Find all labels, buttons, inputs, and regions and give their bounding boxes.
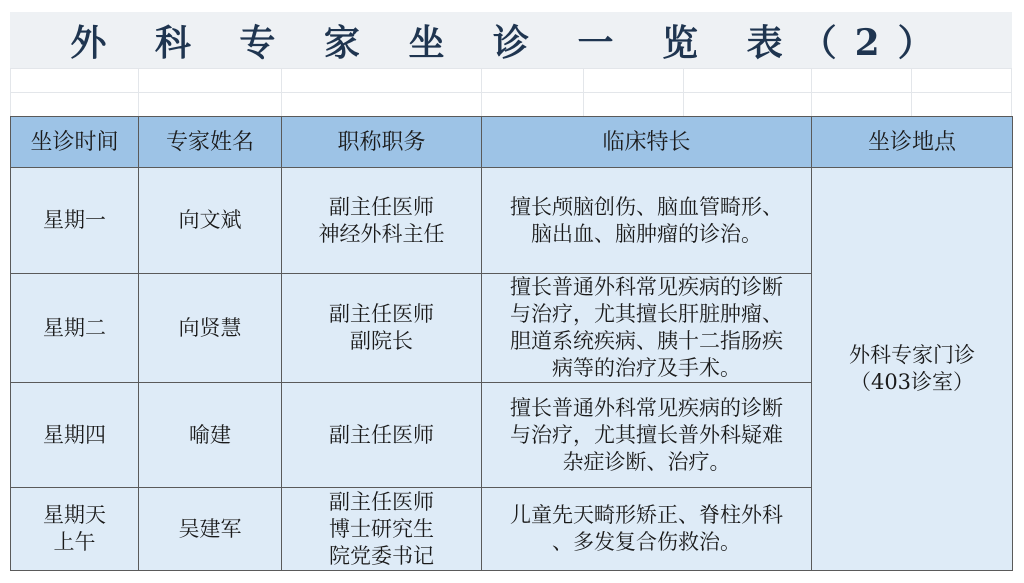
- sheet-gridline: [281, 68, 282, 116]
- cell-name: 吴建军: [139, 488, 282, 571]
- title-band: [10, 12, 1012, 68]
- table-row: [11, 168, 1013, 274]
- header-row: [11, 117, 1013, 168]
- sheet-gridline: [138, 68, 139, 116]
- schedule-table: [10, 116, 1013, 571]
- cell-specialty: 儿童先天畸形矫正、脊柱外科 、多发复合伤救治。: [482, 488, 812, 571]
- cell-name: 向文斌: [139, 168, 282, 274]
- cell-time: 星期天 上午: [11, 488, 139, 571]
- cell-title: 副主任医师 副院长: [282, 274, 482, 383]
- header-title: 职称职务: [282, 117, 482, 168]
- sheet-gridline: [10, 68, 1012, 69]
- sheet-gridline: [583, 68, 584, 116]
- cell-specialty: 擅长普通外科常见疾病的诊断 与治疗，尤其擅长肝脏肿瘤、 胆道系统疾病、胰十二指肠疾 病等的治疗及手术。: [482, 274, 812, 383]
- sheet-gridline: [1011, 68, 1012, 116]
- header-specialty: 临床特长: [482, 117, 812, 168]
- cell-specialty: 擅长普通外科常见疾病的诊断 与治疗，尤其擅长普外科疑难 杂症诊断、治疗。: [482, 383, 812, 488]
- cell-title: 副主任医师 神经外科主任: [282, 168, 482, 274]
- cell-location: 外科专家门诊 （403诊室）: [812, 168, 1013, 571]
- page-title: 外 科 专 家 坐 诊 一 览 表（2）: [70, 21, 952, 64]
- header-location: 坐诊地点: [812, 117, 1013, 168]
- sheet-gridline: [481, 68, 482, 116]
- cell-title: 副主任医师: [282, 383, 482, 488]
- cell-time: 星期四: [11, 383, 139, 488]
- header-name: 专家姓名: [139, 117, 282, 168]
- header-time: 坐诊时间: [11, 117, 139, 168]
- cell-specialty: 擅长颅脑创伤、脑血管畸形、 脑出血、脑肿瘤的诊治。: [482, 168, 812, 274]
- sheet-gridline: [683, 68, 684, 116]
- sheet-gridline: [10, 92, 1012, 93]
- cell-time: 星期二: [11, 274, 139, 383]
- cell-title: 副主任医师 博士研究生 院党委书记: [282, 488, 482, 571]
- sheet-gridline: [911, 68, 912, 116]
- sheet-gridline: [811, 68, 812, 116]
- sheet-gridline: [10, 68, 11, 116]
- cell-time: 星期一: [11, 168, 139, 274]
- cell-name: 向贤慧: [139, 274, 282, 383]
- cell-name: 喻建: [139, 383, 282, 488]
